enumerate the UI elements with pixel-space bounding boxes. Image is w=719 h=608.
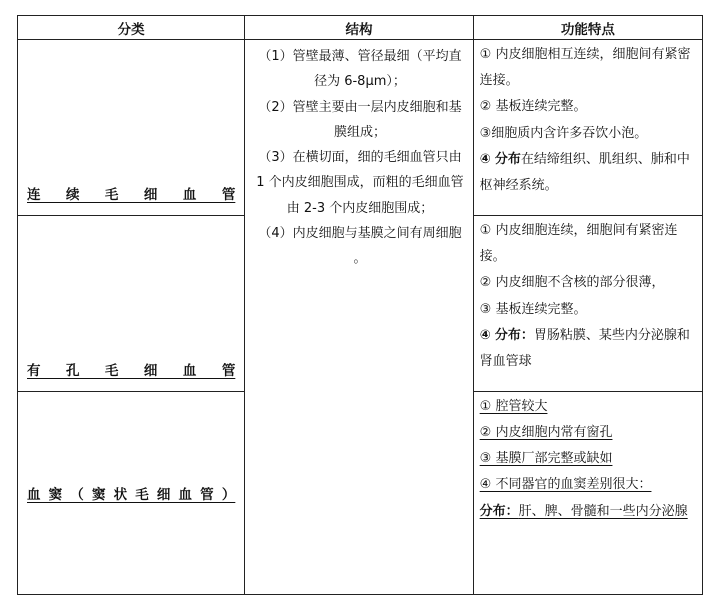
capillary-classification-table: [17, 15, 703, 595]
feature-item: ② 基板连续完整。: [479, 99, 587, 115]
distribution-label: 分布：: [479, 503, 519, 519]
features-cell-fenestrated: [473, 215, 702, 391]
header-row: [18, 16, 703, 40]
structure-cell: [245, 40, 473, 595]
distribution-item: [480, 499, 694, 525]
header-category: 分类: [18, 16, 245, 40]
distribution-label: 分布：: [494, 327, 534, 343]
distribution-number: ④: [479, 327, 491, 343]
feature-item: ② 内皮细胞不含核的部分很薄，: [479, 275, 665, 291]
header-structure: 结构: [245, 16, 473, 40]
category-label-continuous: 连续毛细血管: [27, 186, 236, 203]
distribution-item: [480, 147, 694, 199]
feature-item: ① 腔管较大: [479, 398, 548, 414]
features-cell-continuous: [473, 40, 702, 216]
distribution-text: 肝、脾、骨髓和一些内分泌腺: [518, 503, 688, 519]
feature-item: ② 内皮细胞内常有窗孔: [479, 424, 613, 440]
feature-item: ① 内皮细胞连续，细胞间有紧密连接。: [479, 222, 678, 265]
category-cell-fenestrated: [18, 215, 245, 391]
header-features: 功能特点: [473, 16, 702, 40]
features-cell-sinusoid: [473, 391, 702, 594]
distribution-label: 分布: [494, 151, 521, 167]
feature-item: ③ 基板连续完整。: [479, 301, 587, 317]
category-cell-sinusoid: [18, 391, 245, 594]
table-row: [18, 40, 703, 216]
distribution-text: 在结缔组织、肌组织、肺和中枢神经系统。: [479, 151, 690, 194]
distribution-text: 胃肠粘膜、某些内分泌腺和肾血管球: [479, 327, 690, 369]
structure-item-4: （4）内皮细胞与基膜之间有周细胞 。: [258, 226, 462, 267]
category-label-fenestrated: 有孔毛细血管: [27, 362, 236, 379]
structure-item-2: （2）管壁主要由一层内皮细胞和基膜组成；: [258, 99, 462, 140]
category-cell-continuous: [18, 40, 245, 216]
feature-item: ③细胞质内含许多吞饮小泡。: [479, 125, 648, 141]
feature-item: ③ 基膜厂部完整或缺如: [479, 451, 613, 467]
structure-item-1: （1）管壁最薄、管径最细（平均直径为 6-8μm）；: [258, 49, 462, 90]
distribution-number: ④: [479, 151, 491, 167]
structure-item-3: （3）在横切面，细的毛细血管只由 1 个内皮细胞围成，而粗的毛细血管由 2-3 个内皮细胞围成；: [256, 150, 464, 216]
feature-item: ④ 不同器官的血窦差别很大：: [479, 477, 652, 493]
category-label-sinusoid: 血窦（窦状毛细血管）: [27, 486, 236, 503]
distribution-item: [480, 323, 694, 375]
feature-item: ① 内皮细胞相互连续，细胞间有紧密连接。: [479, 47, 691, 89]
